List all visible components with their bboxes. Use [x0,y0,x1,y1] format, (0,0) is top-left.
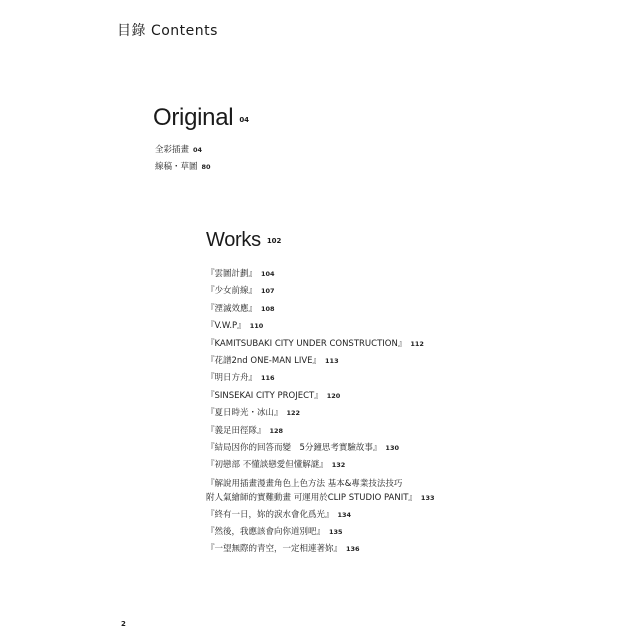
toc-entry-page: 130 [385,443,399,452]
toc-entry[interactable] [206,268,435,285]
toc-entry-label-line1: 『解說用插畫漫畫角色上色方法 基本&專業技法技巧 [206,478,403,489]
toc-entry-label: 『V.W.P』 [206,321,246,332]
toc-entry[interactable] [206,477,435,509]
toc-entry-label: 『一望無際的青空，一定相連著妳』 [206,544,343,555]
toc-entry-label: 『結局因你的回答而變 5分鐘思考實驗故事』 [206,442,382,453]
section-title-original: Original [153,104,234,131]
toc-entry[interactable] [206,459,435,476]
toc-entry-label: 『少女前線』 [206,286,258,297]
toc-entry-label-line2: 附人氣繪師的實難動畫 可運用於CLIP STUDIO PANIT』 [206,492,417,503]
section-works-title-row [206,230,281,250]
toc-entry-label: 『湮滅效應』 [206,303,258,314]
toc-entry-page: 107 [261,287,275,296]
toc-entry[interactable] [206,526,435,543]
toc-entry-page: 132 [331,461,346,470]
toc-entry[interactable] [206,425,435,442]
works-entry-list [206,268,435,561]
toc-entry-label: 『義足田徑隊』 [206,425,266,436]
toc-entry-label: 『初戀部 不懂談戀愛但懂解謎』 [206,460,328,471]
toc-entry[interactable] [206,338,435,355]
toc-entry[interactable] [206,407,435,424]
toc-entry-page: 112 [410,339,424,348]
toc-entry-page: 108 [261,304,275,313]
toc-entry-label: 『明日方舟』 [206,373,258,384]
toc-entry-page: 113 [325,356,339,365]
page-number: 2 [121,620,126,628]
toc-entry-label: 『夏日時光・冰山』 [206,408,283,419]
toc-entry[interactable] [155,144,211,161]
page-title: 目錄 Contents [117,23,218,39]
toc-entry[interactable] [206,543,435,560]
toc-entry-page: 136 [346,545,360,554]
toc-entry[interactable] [206,320,435,337]
toc-entry[interactable] [206,303,435,320]
section-page-works: 102 [266,237,282,245]
toc-entry-label: 『然後，我應該會向你道別吧』 [206,527,326,538]
toc-entry-label: 『雲圖計劃』 [206,269,258,279]
toc-entry[interactable] [155,161,211,178]
toc-entry-page: 128 [269,426,284,435]
section-original-title-row [153,106,249,130]
toc-entry-label: 『KAMITSUBAKI CITY UNDER CONSTRUCTION』 [206,338,407,349]
section-works-heading [206,230,281,250]
toc-entry-page: 120 [326,391,341,400]
toc-entry-page: 133 [420,493,435,502]
toc-entry-page: 135 [329,528,343,537]
toc-entry[interactable] [206,390,435,407]
toc-entry-page: 122 [286,409,301,418]
toc-entry-page: 80 [201,163,211,171]
toc-entry[interactable] [206,442,435,459]
toc-entry-page: 04 [193,146,203,154]
section-title-works: Works [206,229,261,251]
toc-entry-label: 『花譜2nd ONE-MAN LIVE』 [206,355,322,366]
original-entry-list [155,144,211,178]
section-page-original: 04 [239,116,250,124]
toc-entry-label: 全彩插畫 [155,145,190,155]
toc-entry-page: 116 [261,374,275,383]
section-original-heading [153,106,249,130]
toc-entry[interactable] [206,355,435,372]
toc-entry-label: 『SINSEKAI CITY PROJECT』 [206,390,323,401]
toc-entry[interactable] [206,509,435,526]
toc-entry-page: 134 [337,510,352,519]
toc-entry-page: 110 [249,322,264,331]
toc-entry-label: 『終有一日，妳的淚水會化爲光』 [206,509,334,520]
toc-entry-page: 104 [261,270,275,278]
toc-entry[interactable] [206,285,435,302]
toc-entry-label: 線稿・草圖 [155,162,198,172]
toc-entry[interactable] [206,372,435,389]
